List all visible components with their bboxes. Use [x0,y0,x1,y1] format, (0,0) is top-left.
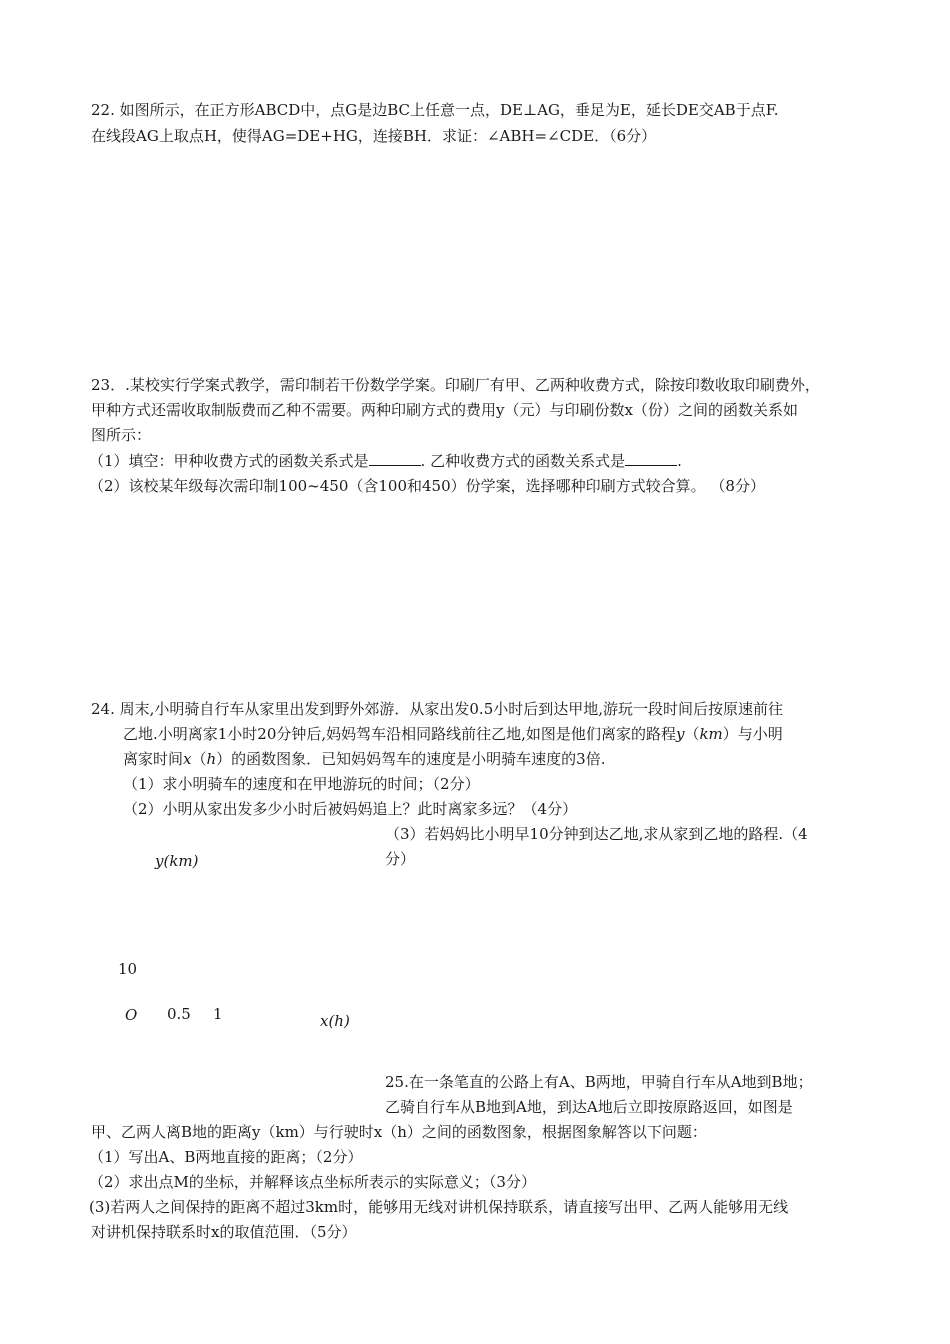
q24-part-1: （1）求小明骑车的速度和在甲地游玩的时间；（2分） [123,775,480,793]
q24-part-2: （2）小明从家出发多少小时后被妈妈追上？此时离家多远？（4分） [123,800,578,818]
q23-part-1 [89,450,682,472]
q24-line-3-text: 离家时间 [123,750,184,768]
q25-part-3-line-1: (3)若两人之间保持的距离不超过3km时，能够用无线对讲机保持联系，请直接写出甲、乙两人能够用无线 [89,1198,789,1216]
q22-line-2: 在线段AG上取点H，使得AG=DE+HG，连接BH．求证：∠ABH=∠CDE．（6分） [91,127,657,145]
graph-x-tick-2: 1 [213,1005,223,1023]
q22-line-1: 22. 如图所示，在正方形ABCD中，点G是边BC上任意一点，DE⊥AG，垂足为E，延长DE交AB于点F. [91,101,779,119]
q23-line-2: 甲种方式还需收取制版费而乙种不需要。两种印刷方式的费用y（元）与印刷份数x（份）之间的函数关系如 [91,401,798,419]
var-y: y [675,725,685,743]
q25-line-3: 甲、乙两人离B地的距离y（km）与行驶时x（h）之间的函数图象，根据图象解答以下问题： [91,1123,707,1141]
q25-part-3-line-2: 对讲机保持联系时x的取值范围．（5分） [91,1223,357,1241]
graph-origin-label: O [125,1006,138,1024]
q23-line-1: 23．.某校实行学案式教学，需印制若干份数学学案。印刷厂有甲、乙两种收费方式，除按印数收取印刷费外， [91,376,820,394]
q25-part-2: （2）求出点M的坐标，并解释该点坐标所表示的实际意义；（3分） [89,1173,536,1191]
graph-x-axis-label: x(h) [320,1012,350,1030]
unit-km: km [699,725,723,743]
q24-line-3 [123,748,606,770]
q24-part-3-line-1: （3）若妈妈比小明早10分钟到达乙地,求从家到乙地的路程.（4 [385,825,808,843]
q23-part-1-text-c: . [677,452,682,470]
q24-line-1: 24. 周末,小明骑自行车从家里出发到野外郊游．从家出发0.5小时后到达甲地,游玩一段时间后按原速前往 [91,700,784,718]
q23-line-3: 图所示： [91,426,152,444]
paren-open: （ [191,750,207,768]
graph-y-tick: 10 [118,960,138,978]
q24-line-2-text: 乙地.小明离家1小时20分钟后,妈妈驾车沿相同路线前往乙地,如图是他们离家的路程 [123,725,676,743]
answer-blank-2[interactable] [625,450,677,466]
var-x: x [183,750,192,768]
q23-part-1-text-a: （1）填空：甲种收费方式的函数关系式是 [89,452,369,470]
q25-line-2: 乙骑自行车从B地到A地，到达A地后立即按原路返回，如图是 [385,1098,793,1116]
q25-part-1: （1）写出A、B两地直接的距离；（2分） [89,1148,363,1166]
q24-line-2 [123,723,783,745]
q24-part-3-line-2: 分） [385,850,416,868]
answer-blank-1[interactable] [369,450,421,466]
q24-line-3-tail: ）的函数图象．已知妈妈驾车的速度是小明骑车速度的3倍. [216,750,606,768]
q23-part-2: （2）该校某年级每次需印制100~450（含100和450）份学案，选择哪种印刷方式较合算。 （8分） [89,477,765,495]
q23-part-1-text-b: . 乙种收费方式的函数关系式是 [420,452,626,470]
unit-h: h [206,750,217,768]
paren-open: （ [684,725,700,743]
graph-x-tick-1: 0.5 [167,1005,191,1023]
q25-line-1: 25.在一条笔直的公路上有A、B两地，甲骑自行车从A地到B地； [385,1073,813,1091]
graph-y-axis-label: y(km) [155,852,199,870]
q24-line-2-tail: ）与小明 [722,725,783,743]
